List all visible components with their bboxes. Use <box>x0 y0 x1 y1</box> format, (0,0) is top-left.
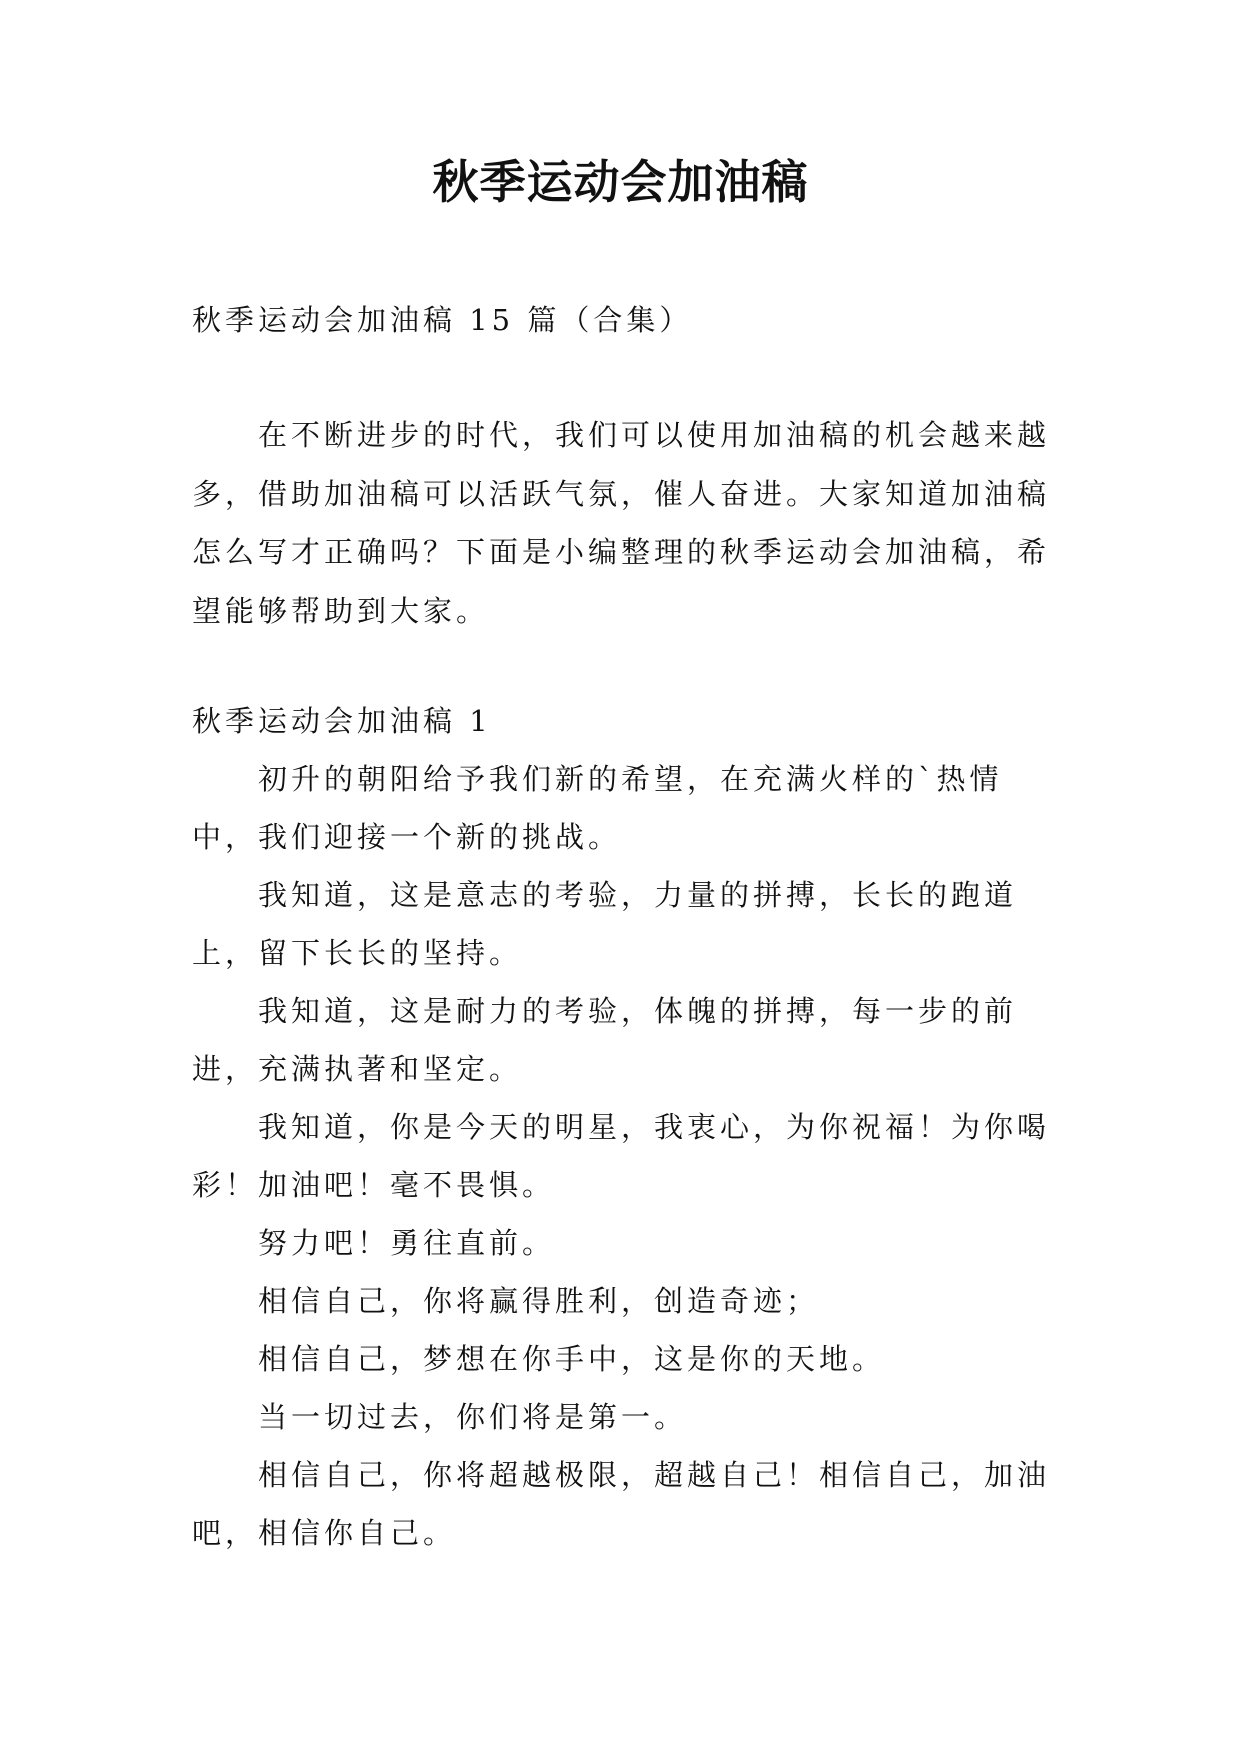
body-paragraph: 初升的朝阳给予我们新的希望，在充满火样的`热情中，我们迎接一个新的挑战。 <box>192 762 1003 854</box>
body-paragraph: 相信自己，梦想在你手中，这是你的天地。 <box>258 1342 886 1376</box>
body-paragraph: 我知道，这是耐力的考验，体魄的拼搏，每一步的前进，充满执著和坚定。 <box>192 994 1018 1086</box>
body-paragraph: 努力吧！勇往直前。 <box>258 1226 556 1260</box>
body-paragraph: 相信自己，你将超越极限，超越自己！相信自己，加油吧，相信你自己。 <box>192 1458 1051 1550</box>
body-paragraph: 我知道，这是意志的考验，力量的拼搏，长长的跑道上，留下长长的坚持。 <box>192 878 1018 970</box>
intro-paragraph: 在不断进步的时代，我们可以使用加油稿的机会越来越多，借助加油稿可以活跃气氛，催人奋进。大家知道加油稿怎么写才正确吗？下面是小编整理的秋季运动会加油稿，希望能够帮助到大家。 <box>192 418 1051 628</box>
document-subtitle: 秋季运动会加油稿 15 篇（合集） <box>192 303 693 337</box>
body-paragraph: 相信自己，你将赢得胜利，创造奇迹； <box>258 1284 820 1318</box>
document-title: 秋季运动会加油稿 <box>432 155 809 209</box>
section-title: 秋季运动会加油稿 1 <box>192 704 492 738</box>
document-body <box>192 290 1052 1562</box>
body-paragraph: 当一切过去，你们将是第一。 <box>258 1400 688 1434</box>
body-paragraph: 我知道，你是今天的明星，我衷心，为你祝福！为你喝彩！加油吧！毫不畏惧。 <box>192 1110 1051 1202</box>
